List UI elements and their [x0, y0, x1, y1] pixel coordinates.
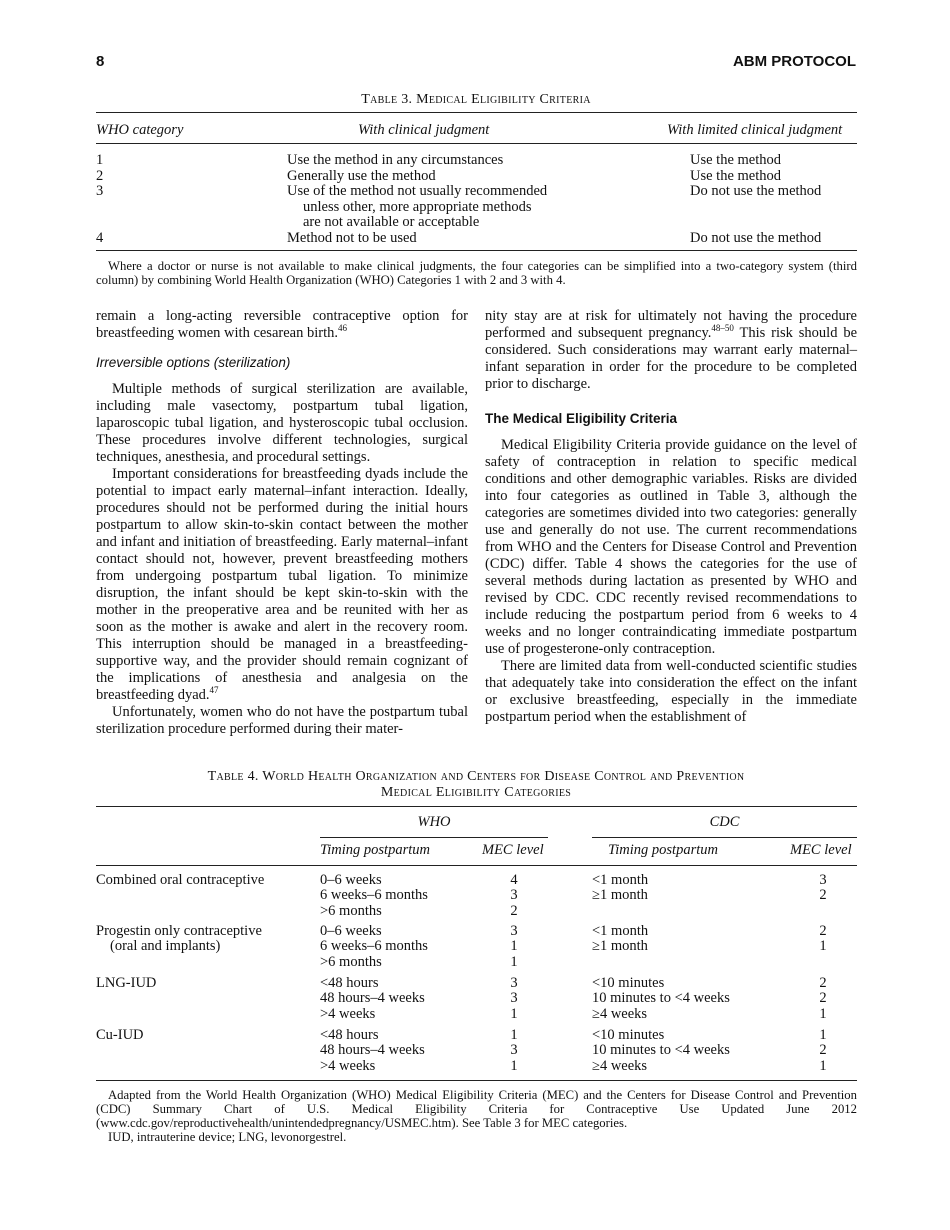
table3-caption: Table 3. Medical Eligibility Criteria — [361, 92, 591, 107]
table3-header-category: WHO category — [96, 122, 184, 138]
left-paragraph-0: remain a long-acting reversible contraceptive option for breastfeeding women with cesarean birth.$^{46}$ — [96, 308, 468, 341]
table4-who-timing: <48 hours — [320, 975, 379, 991]
table4-cdc-timing: ≥4 weeks — [592, 1058, 648, 1074]
table4-abbreviations: IUD, intrauterine device; LNG, levonorgestrel. — [108, 1130, 347, 1144]
table4-cdc-timing: <10 minutes — [592, 1027, 665, 1043]
table4-cdc-timing: <10 minutes — [592, 975, 665, 991]
table4-method-cont: (oral and implants) — [110, 938, 221, 954]
table4-who-timing: 6 weeks–6 months — [320, 887, 428, 903]
table4-cdc-timing: 10 minutes to <4 weeks — [592, 1042, 730, 1058]
table4-who-mec: 1 — [510, 1027, 518, 1043]
table4-who-timing: 0–6 weeks — [320, 872, 382, 888]
table4-method: Cu-IUD — [96, 1027, 144, 1043]
table4-cdc-mec: 2 — [819, 887, 827, 903]
table4-header-who-timing: Timing postpartum — [320, 842, 430, 858]
table4-cdc-mec: 2 — [819, 1042, 827, 1058]
table4-who-timing: 6 weeks–6 months — [320, 938, 428, 954]
table4-group-cdc: CDC — [709, 814, 740, 830]
table3-header-clinical: With clinical judgment — [358, 122, 490, 138]
table4-cdc-timing: ≥1 month — [592, 887, 648, 903]
table4-who-mec: 3 — [510, 923, 518, 939]
table3-limited: Do not use the method — [690, 183, 822, 199]
table3-clinical-cont: unless other, more appropriate methods — [303, 199, 532, 215]
table3-footnote: Where a doctor or nurse is not available to make clinical judgments, the four categories can be simplified into a two-category system (third column) by combining World Health Organization (WHO) Categories 1 with 2 and 3 with 4. — [96, 259, 857, 287]
table4-cdc-rule — [592, 837, 857, 838]
table4-who-timing: >6 months — [320, 954, 382, 970]
table3-clinical-cont: are not available or acceptable — [303, 214, 480, 230]
table3-clinical: Method not to be used — [287, 230, 417, 246]
table4-who-mec: 1 — [510, 1006, 518, 1022]
left-paragraph-1: Multiple methods of surgical sterilization are available, including male vasectomy, postpartum tubal ligation, laparoscopic tubal ligation, and hysteroscopic tubal occlusion. These procedures involve different technologies, surgical techniques, anesthesia, and procedural settings. — [96, 381, 468, 465]
table4-who-mec: 1 — [510, 954, 518, 970]
table4-cdc-mec: 1 — [819, 1058, 827, 1074]
table4-header-cdc-timing: Timing postpartum — [608, 842, 718, 858]
table3-limited: Use the method — [690, 152, 782, 168]
table4-group-who: WHO — [417, 814, 451, 830]
journal-title: ABM PROTOCOL — [732, 53, 856, 70]
table4-who-mec: 3 — [510, 975, 518, 991]
table4-bottom-rule — [96, 1080, 857, 1081]
table4-cdc-timing: ≥4 weeks — [592, 1006, 648, 1022]
table4-who-mec: 3 — [510, 1042, 518, 1058]
table3-category: 2 — [96, 168, 104, 184]
table4-who-mec: 1 — [510, 938, 518, 954]
left-paragraph-3: Unfortunately, women who do not have the postpartum tubal sterilization procedure performed during their mater- — [96, 704, 468, 737]
citation-ref: 47 — [209, 685, 219, 696]
table4-who-timing: >4 weeks — [320, 1006, 376, 1022]
citation-ref: 46 — [337, 323, 347, 334]
table4-who-mec: 1 — [510, 1058, 518, 1074]
table3-limited: Use the method — [690, 168, 782, 184]
table4-who-mec: 3 — [510, 990, 518, 1006]
table3-header-limited: With limited clinical judgment — [667, 122, 843, 138]
right-paragraph-1: Medical Eligibility Criteria provide guidance on the level of safety of contraception in relation to specific medical conditions and other demographic variables. Risks are divided into four categories as outlined in Table 3, although the categories are sometimes divided into two categories: generally use and generally do not use. The current recommendations from WHO and the Centers for Disease Control and Prevention (CDC) differ. Table 4 shows the categories for the use of several methods during lactation as presented by WHO and revised by CDC. CDC recently revised recommendations to include reducing the postpartum period from 6 weeks to 4 weeks and no longer contraindicating immediate postpartum use of progesterone-only contraception. — [485, 437, 857, 657]
section-subheading: Irreversible options (sterilization) — [96, 355, 291, 370]
table4-cdc-mec: 1 — [819, 1027, 827, 1043]
table4-cdc-mec: 3 — [819, 872, 827, 888]
table4-cdc-mec: 2 — [819, 923, 827, 939]
table3-clinical: Use of the method not usually recommended — [287, 183, 548, 199]
table3-category: 3 — [96, 183, 104, 199]
section-heading: The Medical Eligibility Criteria — [485, 411, 678, 426]
table3-bottom-rule — [96, 250, 857, 251]
table4-caption: Table 4. World Health Organization and Centers for Disease Control and Prevention Medical Eligibility Categories — [207, 769, 745, 800]
table4-who-mec: 2 — [510, 903, 518, 919]
table4-who-timing: 48 hours–4 weeks — [320, 990, 425, 1006]
table4-method: LNG-IUD — [96, 975, 157, 991]
table4-header-cdc-mec: MEC level — [790, 842, 852, 858]
table4-cdc-timing: 10 minutes to <4 weeks — [592, 990, 730, 1006]
table3-limited: Do not use the method — [690, 230, 822, 246]
table4-who-mec: 4 — [510, 872, 518, 888]
right-column — [485, 308, 857, 726]
table4-footnote: Adapted from the World Health Organization (WHO) Medical Eligibility Criteria (MEC) and the Centers for Disease Control and Prevention (CDC) Summary Chart of U.S. Medical Eligibility Criteria for Contraceptive Use Updated June 2012 (www.cdc.gov/reproductivehealth/unintendedpregnancy/USMEC.htm). See Table 3 for MEC categories. — [96, 1088, 857, 1130]
table4-cdc-timing: <1 month — [592, 872, 649, 888]
table4-cdc-mec: 2 — [819, 975, 827, 991]
table4-cdc-timing: <1 month — [592, 923, 649, 939]
table3-clinical: Generally use the method — [287, 168, 436, 184]
table4-who-timing: <48 hours — [320, 1027, 379, 1043]
table4-header-who-mec: MEC level — [482, 842, 544, 858]
table4-method: Combined oral contraceptive — [96, 872, 265, 888]
table4-cdc-mec: 2 — [819, 990, 827, 1006]
citation-ref: 48–50 — [711, 323, 734, 334]
table4-who-timing: 48 hours–4 weeks — [320, 1042, 425, 1058]
table4-method: Progestin only contraceptive — [96, 923, 262, 939]
page-number: 8 — [96, 53, 105, 70]
table3-header-rule — [96, 143, 857, 144]
right-paragraph-2: There are limited data from well-conducted scientific studies that adequately take into consideration the effect on the infant or exclusive breastfeeding, especially in the immediate postpartum period when the establishment of — [485, 658, 857, 725]
table4-who-timing: >6 months — [320, 903, 382, 919]
table4-cdc-mec: 1 — [819, 1006, 827, 1022]
table4-who-timing: >4 weeks — [320, 1058, 376, 1074]
table4-header-rule — [96, 865, 857, 866]
right-paragraph-0: nity stay are at risk for ultimately not having the procedure performed and subsequent pregnancy.$^{48-50}$ This risk should be considered. Such considerations may warrant early maternal–infant separation in order for the procedure to be completed prior to discharge. — [485, 308, 858, 392]
table3-top-rule — [96, 112, 857, 113]
table3-category: 1 — [96, 152, 104, 168]
table4-top-rule — [96, 806, 857, 807]
table4-who-mec: 3 — [510, 887, 518, 903]
table4-cdc-timing: ≥1 month — [592, 938, 648, 954]
left-paragraph-2: Important considerations for breastfeeding dyads include the potential to impact early maternal–infant interaction. Ideally, procedures should not be performed during the initial hours postpartum to allow skin-to-skin contact between the mother and infant and initiation of breastfeeding. Early maternal–infant contact should not, however, prevent breastfeeding mothers from undergoing postpartum tubal ligation. To minimize disruption, the infant should be kept skin-to-skin with the mother in the preoperative area and be reunited with her as soon as the mother is awake and alert in the recovery room. This interruption should be managed in a breastfeeding-supportive way, and the provider should remain cognizant of the implications of anesthesia and analgesia on the breastfeeding dyad.$^{47}$ — [96, 466, 468, 703]
left-column — [96, 308, 468, 738]
table3-clinical: Use the method in any circumstances — [287, 152, 504, 168]
table4-cdc-mec: 1 — [819, 938, 827, 954]
table4-who-timing: 0–6 weeks — [320, 923, 382, 939]
table3-category: 4 — [96, 230, 104, 246]
table4-who-rule — [320, 837, 548, 838]
